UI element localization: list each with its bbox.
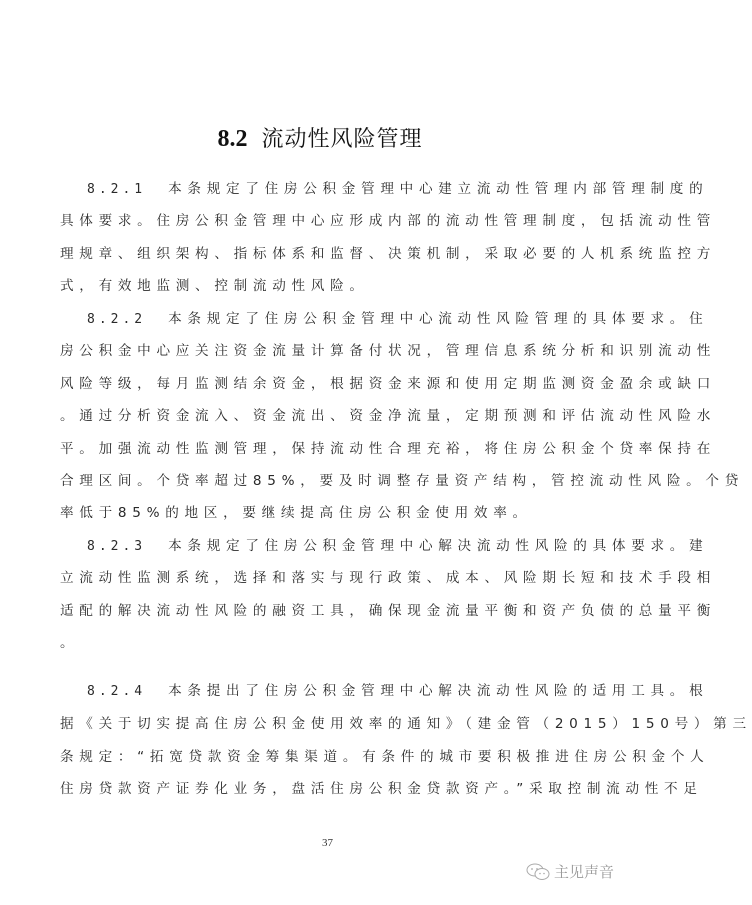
section-title-number: 8.2 bbox=[217, 126, 248, 152]
paragraph-line: 立流动性监测系统，选择和落实与现行政策、成本、风险期长短和技术手段相 bbox=[60, 570, 716, 586]
paragraph-line: 8.2.4 本条提出了住房公积金管理中心解决流动性风险的适用工具。根 bbox=[87, 683, 709, 699]
paragraph-line: 条规定：“拓宽贷款资金筹集渠道。有条件的城市要积极推进住房公积金个人 bbox=[60, 749, 710, 765]
paragraph-line: 。 bbox=[60, 635, 80, 651]
clause-number: 8.2.1 bbox=[87, 182, 147, 197]
paragraph-line: 平。加强流动性监测管理，保持流动性合理充裕，将住房公积金个贷率保持在 bbox=[60, 441, 716, 457]
paragraph-line: 住房贷款资产证券化业务，盘活住房公积金贷款资产。”采取控制流动性不足 bbox=[60, 781, 703, 797]
clause-number: 8.2.4 bbox=[87, 684, 147, 699]
paragraph-line: 风险等级，每月监测结余资金，根据资金来源和使用定期监测资金盈余或缺口 bbox=[60, 376, 716, 392]
paragraph-line: 据《关于切实提高住房公积金使用效率的通知》（建金管（2015）150号）第三 bbox=[60, 716, 752, 732]
paragraph-line: 具体要求。住房公积金管理中心应形成内部的流动性管理制度，包括流动性管 bbox=[60, 213, 716, 229]
paragraph-line: 。通过分析资金流入、资金流出、资金净流量，定期预测和评估流动性风险水 bbox=[60, 408, 716, 424]
section-title-text: 流动性风险管理 bbox=[261, 127, 423, 152]
paragraph-line: 理规章、组织架构、指标体系和监督、决策机制，采取必要的人机系统监控方 bbox=[60, 246, 716, 262]
watermark-text: 主见声音 bbox=[554, 863, 615, 881]
wechat-icon bbox=[526, 863, 550, 881]
paragraph-line: 8.2.1 本条规定了住房公积金管理中心建立流动性管理内部管理制度的 bbox=[87, 181, 709, 197]
paragraph-line: 合理区间。个贷率超过85%，要及时调整存量资产结构，管控流动性风险。个贷 bbox=[60, 473, 745, 489]
paragraph-line: 式，有效地监测、控制流动性风险。 bbox=[60, 278, 369, 294]
watermark bbox=[526, 861, 614, 882]
paragraph-line: 率低于85%的地区，要继续提高住房公积金使用效率。 bbox=[60, 505, 532, 521]
paragraph-line: 8.2.3 本条规定了住房公积金管理中心解决流动性风险的具体要求。建 bbox=[87, 538, 709, 554]
paragraph-line: 适配的解决流动性风险的融资工具，确保现金流量平衡和资产负债的总量平衡 bbox=[60, 603, 716, 619]
clause-number: 8.2.3 bbox=[87, 539, 147, 554]
paragraph-line: 8.2.2 本条规定了住房公积金管理中心流动性风险管理的具体要求。住 bbox=[87, 311, 709, 327]
page-number: 37 bbox=[322, 837, 333, 849]
section-title bbox=[0, 122, 640, 153]
clause-number: 8.2.2 bbox=[87, 312, 147, 327]
paragraph-line: 房公积金中心应关注资金流量计算备付状况，管理信息系统分析和识别流动性 bbox=[60, 343, 716, 359]
